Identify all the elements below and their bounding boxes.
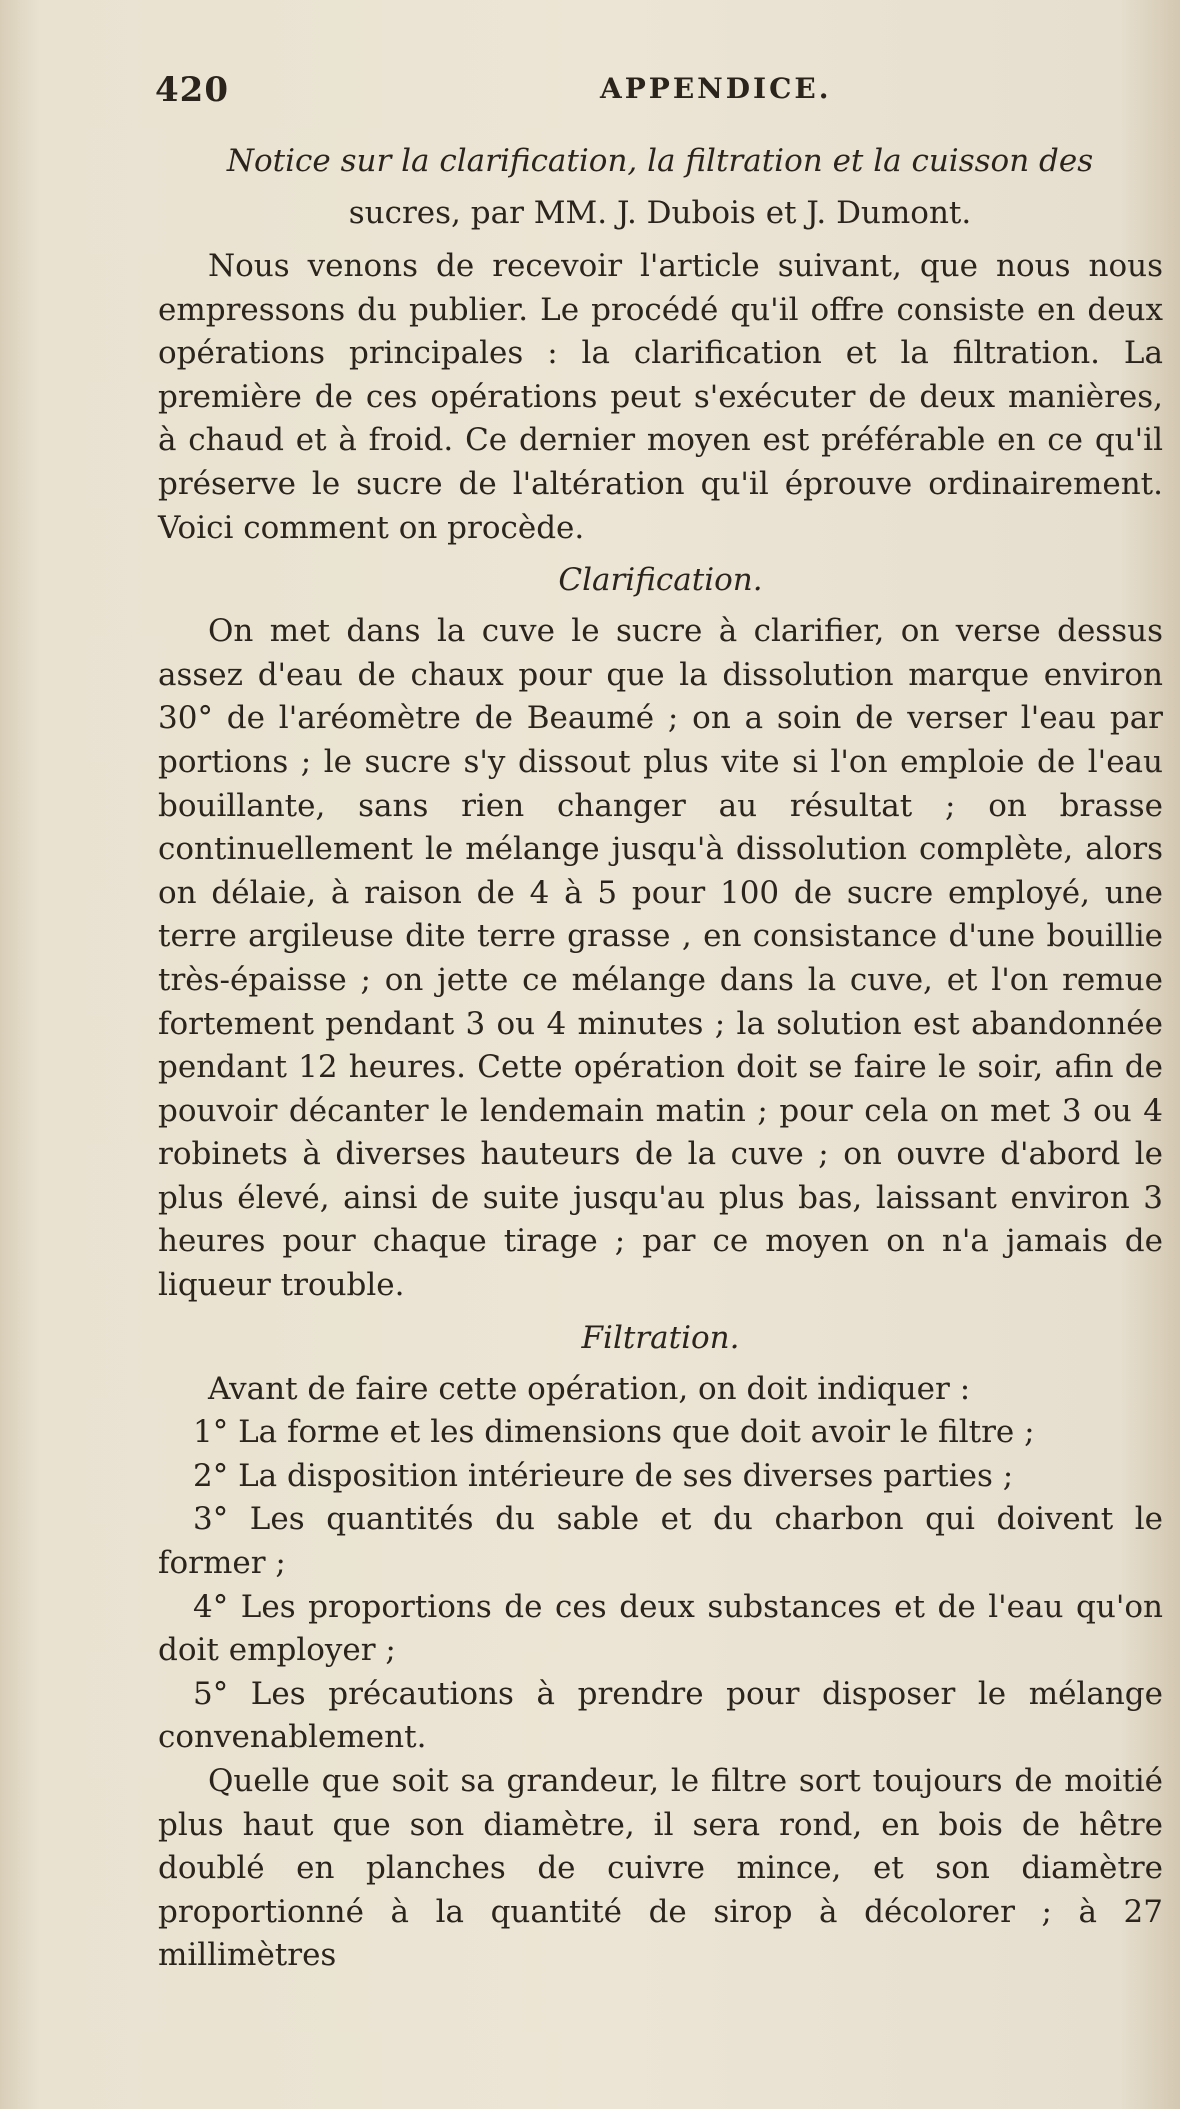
page-header	[155, 70, 1155, 120]
running-title: APPENDICE.	[600, 72, 832, 105]
filtration-intro: Avant de faire cette opération, on doit indiquer :	[208, 1370, 971, 1407]
list-item: 3° Les quantités du sable et du charbon qui doivent le former ;	[158, 1501, 1163, 1582]
clarification-paragraph: On met dans la cuve le sucre à clarifier, on verse dessus assez d'eau de chaux pour que la dissolution marque environ 30° de l'aréomètre de Beaumé ; on a soin de verser l'eau par portions ; le sucre s'y dissout plus vite si l'on emploie de l'eau bouillante, sans rien changer au résultat ; on brasse continuellement le mélange jusqu'à dissolution complète, alors on délaie, à raison de 4 à 5 pour 100 de sucre employé, une terre argileuse dite terre grasse , en consistance d'une bouillie très-épaisse ; on jette ce mélange dans la cuve, et l'on remue fortement pendant 3 ou 4 minutes ; la solution est abandonnée pendant 12 heures. Cette opération doit se faire le soir, afin de pouvoir décanter le lendemain matin ; pour cela on met 3 ou 4 robinets à diverses hauteurs de la cuve ; on ouvre d'abord le plus élevé, ainsi de suite jusqu'au plus bas, laissant environ 3 heures pour chaque tirage ; par ce moyen on n'a jamais de liqueur trouble.	[158, 613, 1163, 1304]
article-body	[158, 245, 1163, 1978]
list-item: 5° Les précautions à prendre pour disposer le mélange convenablement.	[158, 1675, 1163, 1756]
filtration-heading: Filtration.	[581, 1319, 740, 1356]
title-line-1: Notice sur la clarification, la filtration et la cuisson des	[226, 143, 1094, 179]
list-item: 2° La disposition intérieure de ses diverses parties ;	[193, 1457, 1014, 1494]
list-item: 4° Les proportions de ces deux substances et de l'eau qu'on doit employer ;	[158, 1588, 1163, 1669]
list-item: 1° La forme et les dimensions que doit avoir le filtre ;	[193, 1414, 1035, 1451]
filtration-closing-paragraph: Quelle que soit sa grandeur, le filtre sort toujours de moitié plus haut que son diamètre, il sera rond, en bois de hêtre doublé en planches de cuivre mince, et son diamètre proportionné à la quantité de sirop à décolorer ; à 27 millimètres	[158, 1763, 1163, 1974]
intro-paragraph: Nous venons de recevoir l'article suivant, que nous nous empressons du publier. Le procédé qu'il offre consiste en deux opérations principales : la clarification et la filtration. La première de ces opérations peut s'exécuter de deux manières, à chaud et à froid. Ce dernier moyen est préférable en ce qu'il préserve le sucre de l'altération qu'il éprouve ordinairement. Voici comment on procède.	[158, 248, 1163, 546]
title-line-2: sucres, par MM. J. Dubois et J. Dumont.	[348, 195, 972, 231]
page-number: 420	[155, 70, 229, 110]
clarification-heading: Clarification.	[558, 562, 763, 599]
article-title	[155, 135, 1165, 239]
